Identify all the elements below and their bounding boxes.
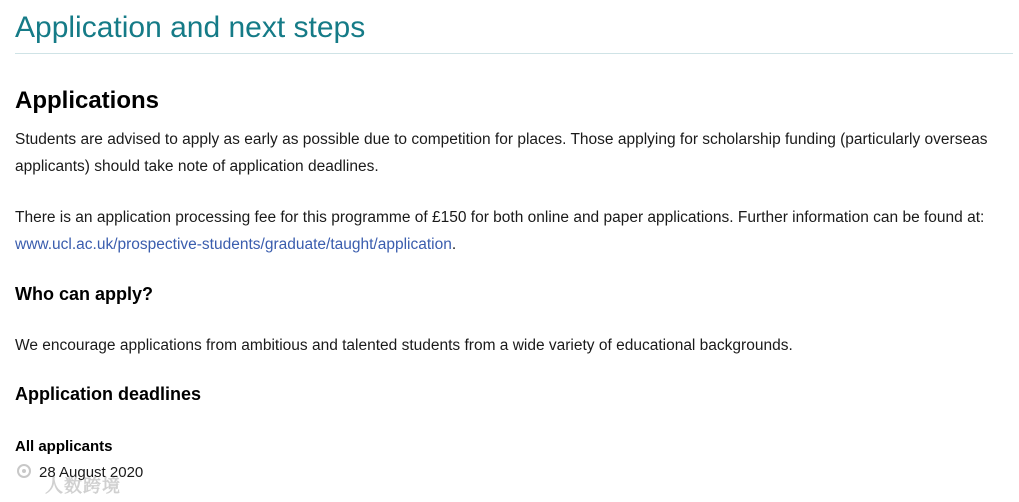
application-fee-text: There is an application processing fee for this programme of £150 for both online and paper applications. Further information can be found at: [15, 209, 985, 226]
all-applicants-label: All applicants [15, 438, 113, 455]
title-divider [15, 53, 1013, 54]
watermark-text: 人数跨境 [45, 476, 121, 496]
watermark-logo-icon [15, 462, 33, 480]
who-can-apply-text: We encourage applications from ambitious and talented students from a wide variety of educational backgrounds. [15, 337, 793, 354]
page-title: Application and next steps [15, 11, 366, 44]
application-deadlines-heading: Application deadlines [15, 384, 202, 404]
who-can-apply-heading: Who can apply? [15, 284, 154, 304]
applications-advice-paragraph: Students are advised to apply as early as possible due to competition for places. Those applying for scholarship funding (particularly overseas applicants) should take note of application deadlines. [15, 131, 988, 175]
application-fee-paragraph [15, 204, 1010, 258]
application-fee-period: . [451, 236, 457, 253]
applications-heading: Applications [15, 87, 160, 114]
deadline-date: 28 August 2020 [39, 464, 144, 481]
application-info-link[interactable]: www.ucl.ac.uk/prospective-students/graduate/taught/application [15, 236, 452, 253]
